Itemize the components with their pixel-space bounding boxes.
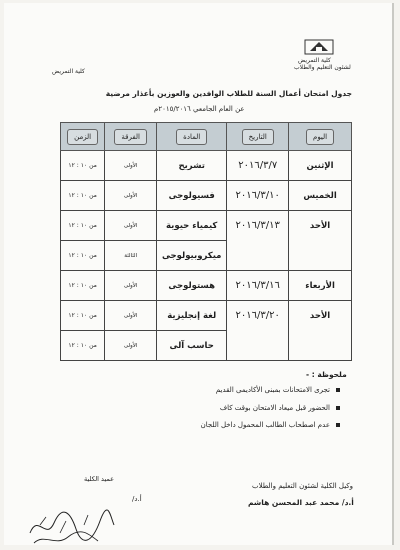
- header-subject: المادة: [157, 123, 227, 151]
- day-cell: الأحد: [289, 301, 352, 331]
- day-cell: الأحد: [289, 211, 352, 241]
- vice-dean-name: أ.د/ محمد عبد المحسن هاشم: [248, 498, 354, 507]
- table-header-row: [61, 123, 352, 151]
- day-cell: [289, 331, 352, 361]
- day-cell: الإثنين: [289, 151, 352, 181]
- exam-schedule-table: [60, 122, 352, 361]
- header-time: الزمن: [61, 123, 105, 151]
- table-row: [61, 211, 352, 241]
- note-item: تجرى الامتحانات بمبنى الأكاديمى القديم: [216, 386, 340, 394]
- vice-dean-title: وكيل الكلية لشئون التعليم والطلاب: [252, 482, 354, 490]
- note-item: عدم اصطحاب الطالب المحمول داخل اللجان: [201, 421, 340, 429]
- header-date: التاريخ: [227, 123, 289, 151]
- date-cell: ٢٠١٦/٣/١٦: [227, 271, 289, 301]
- notes-title: ملحوظة : -: [306, 370, 347, 379]
- date-cell: ٢٠١٦/٣/٢٠: [227, 301, 289, 331]
- day-cell: [289, 241, 352, 271]
- time-cell: من ١٠ : ١٢: [61, 181, 105, 211]
- table-row: [61, 301, 352, 331]
- document-subtitle: عن العام الجامعي ٢٠١٥/٢٠١٦م: [154, 105, 245, 113]
- year-cell: الأولى: [105, 331, 157, 361]
- day-cell: الخميس: [289, 181, 352, 211]
- table-row: [61, 181, 352, 211]
- year-cell: الأولى: [105, 181, 157, 211]
- university-logo-icon: [304, 39, 334, 55]
- year-cell: الثالثة: [105, 241, 157, 271]
- time-cell: من ١٠ : ١٢: [61, 211, 105, 241]
- document-title: جدول امتحان أعمال السنة للطلاب الوافدين والعوزين بأعذار مرضية: [105, 89, 352, 98]
- header-day: اليوم: [289, 123, 352, 151]
- table-row: [61, 331, 352, 361]
- subject-cell: ميكروبيولوجى: [157, 241, 227, 271]
- time-cell: من ١٠ : ١٢: [61, 151, 105, 181]
- year-cell: الأولى: [105, 211, 157, 241]
- subject-cell: لغة إنجليزية: [157, 301, 227, 331]
- document-page: [4, 3, 394, 545]
- time-cell: من ١٠ : ١٢: [61, 241, 105, 271]
- subject-cell: فسيولوجى: [157, 181, 227, 211]
- year-cell: الأولى: [105, 271, 157, 301]
- subject-cell: كيمياء حيوية: [157, 211, 227, 241]
- date-cell: ٢٠١٦/٣/١٣: [227, 211, 289, 241]
- time-cell: من ١٠ : ١٢: [61, 331, 105, 361]
- bullet-icon: [336, 388, 340, 392]
- date-cell: [227, 241, 289, 271]
- subject-cell: حاسب آلى: [157, 331, 227, 361]
- handwritten-signature-icon: [26, 503, 116, 548]
- time-cell: من ١٠ : ١٢: [61, 271, 105, 301]
- subject-cell: هستولوجى: [157, 271, 227, 301]
- year-cell: الأولى: [105, 301, 157, 331]
- date-cell: ٢٠١٦/٣/١٠: [227, 181, 289, 211]
- time-cell: من ١٠ : ١٢: [61, 301, 105, 331]
- dean-title: عميد الكلية: [84, 475, 115, 483]
- subject-cell: تشريح: [157, 151, 227, 181]
- day-cell: الأربعاء: [289, 271, 352, 301]
- department-label: لشئون التعليم والطلاب: [294, 64, 351, 71]
- table-row: [61, 151, 352, 181]
- date-cell: ٢٠١٦/٣/٧: [227, 151, 289, 181]
- bullet-icon: [336, 406, 340, 410]
- table-row: [61, 271, 352, 301]
- table-row: [61, 241, 352, 271]
- dean-prefix: أ.د/: [132, 495, 142, 503]
- note-item: الحضور قبل ميعاد الامتحان بوقت كاف: [220, 404, 340, 412]
- header-year: الفرقة: [105, 123, 157, 151]
- faculty-label: كلية التمريض: [298, 57, 331, 64]
- bullet-icon: [336, 423, 340, 427]
- date-cell: [227, 331, 289, 361]
- left-faculty-label: كلية التمريض: [52, 68, 85, 75]
- year-cell: الأولى: [105, 151, 157, 181]
